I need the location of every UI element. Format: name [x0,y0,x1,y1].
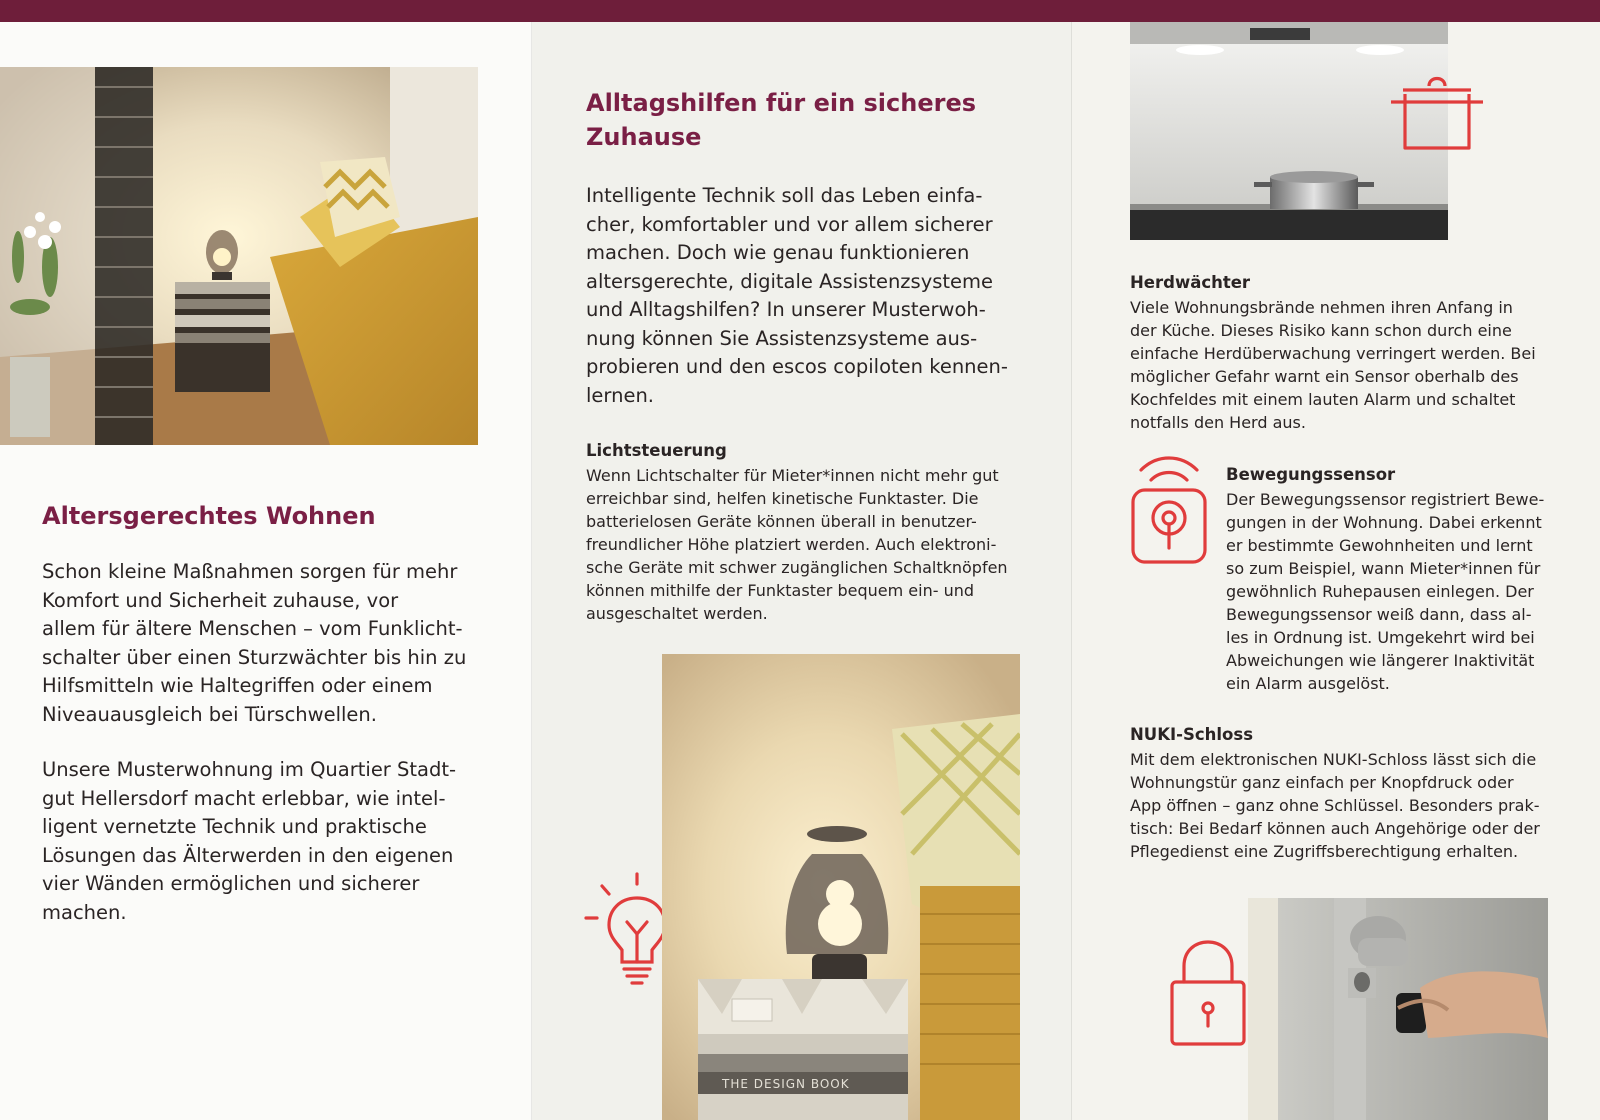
left-heading: Altersgerechtes Wohnen [42,502,376,530]
text-line: und Alltagshilfen? In unserer Musterwoh- [586,298,986,321]
text-line: Hilfsmitteln wie Haltegriffen oder einem [42,674,433,697]
door-lock-photo [1248,898,1548,1120]
text-line: Unsere Musterwohnung im Quartier Stadt- [42,758,457,781]
text-line: Abweichungen wie längerer Inaktivität [1226,651,1535,670]
text-line: Intelligente Technik soll das Leben einfa- [586,184,983,207]
bedroom-photo [0,67,478,445]
text-line: batterielosen Geräte können überall in benutzer- [586,512,977,531]
text-line: machen. [42,900,127,924]
text-line: App öffnen – ganz ohne Schlüssel. Besonders prak- [1130,796,1540,815]
text-line: schalter über einen Sturzwächter bis hin zu [42,645,467,669]
text-line: tisch: Bei Bedarf können auch Angehörige oder der [1130,819,1540,838]
text-line: so zum Beispiel, wann Mieter*innen für [1226,559,1541,578]
motion-sensor-icon [1127,452,1211,572]
text-line: ein Alarm ausgelöst. [1226,674,1390,693]
text-line: altersgerechte, digitale Assistenzsysteme [586,269,994,293]
herdwaechter-text [1130,296,1590,434]
text-line: ligent vernetzte Technik und praktische [42,815,427,838]
middle-heading [586,86,976,154]
text-line: einfache Herdüberwachung verringert werden. Bei [1130,344,1536,363]
text-line: möglicher Gefahr warnt ein Sensor oberhalb des [1130,367,1519,386]
text-line: gewöhnlich Ruhepausen einlegen. Der [1226,582,1534,601]
text-line: notfalls den Herd aus. [1130,413,1306,432]
text-line: cher, komfortabler und vor allem sicherer [586,212,993,236]
text-line: erreichbar sind, helfen kinetische Funktaster. Die [586,489,979,508]
text-line: lernen. [586,383,655,407]
nuki-text [1130,748,1595,863]
left-paragraph-2 [42,756,512,927]
text-line: ausgeschaltet werden. [586,604,768,623]
heading-line: Alltagshilfen für ein sicheres [586,89,977,117]
text-line: der Küche. Dieses Risiko kann schon durch eine [1130,321,1512,340]
text-line: können mithilfe der Funktaster bequem ein- und [586,581,975,600]
text-line: sche Geräte mit schwer zugänglichen Schaltknöpfen [586,558,1008,577]
lichtsteuerung-title: Lichtsteuerung [586,441,727,460]
panel-right [1072,22,1600,1120]
text-line: Lösungen das Älterwerden in den eigenen [42,843,454,867]
nuki-title: NUKI-Schloss [1130,725,1254,744]
text-line: Pflegedienst eine Zugriffsberechtigung erhalten. [1130,842,1519,861]
text-line: nung können Sie Assistenzsysteme aus- [586,326,978,350]
middle-intro [586,182,1066,410]
text-line: probieren und den escos copiloten kennen- [586,355,1008,378]
padlock-icon [1166,938,1250,1048]
text-line: freundlicher Höhe platziert werden. Auch elektroni- [586,535,997,554]
text-line: Schon kleine Maßnahmen sorgen für mehr [42,560,458,583]
text-line: vier Wänden ermöglichen und sicherer [42,872,420,895]
text-line: Wohnungstür ganz einfach per Knopfdruck oder [1130,773,1514,792]
panel-middle [532,22,1072,1120]
bewegungssensor-text [1226,488,1594,695]
text-line: Bewegungssensor weiß dann, dass al- [1226,605,1532,624]
left-paragraph-1 [42,558,512,729]
text-line: les in Ordnung ist. Umgekehrt wird bei [1226,628,1535,647]
bewegungssensor-title: Bewegungssensor [1226,465,1396,484]
text-line: gut Hellersdorf macht erlebbar, wie intel- [42,786,446,810]
book-spine-title: THE DESIGN BOOK [722,1077,850,1091]
text-line: Komfort und Sicherheit zuhause, vor [42,588,399,612]
text-line: Mit dem elektronischen NUKI-Schloss lässt sich die [1130,750,1537,769]
text-line: allem für ältere Menschen – vom Funklicht- [42,617,463,640]
lichtsteuerung-text [586,464,1066,625]
bedside-lamp-photo [662,654,1020,1120]
text-line: Viele Wohnungsbrände nehmen ihren Anfang in [1130,298,1513,317]
herdwaechter-title: Herdwächter [1130,273,1251,292]
text-line: Der Bewegungssensor registriert Bewe- [1226,490,1545,509]
text-line: gungen in der Wohnung. Dabei erkennt [1226,513,1542,532]
heading-line: Zuhause [586,123,702,151]
text-line: machen. Doch wie genau funktionieren [586,241,970,264]
panel-left [0,22,532,1120]
text-line: Kochfeldes mit einem lauten Alarm und schaltet [1130,390,1516,409]
top-accent-bar [0,0,1600,22]
cooking-pot-icon [1387,66,1487,156]
text-line: Wenn Lichtschalter für Mieter*innen nicht mehr gut [586,466,999,485]
text-line: Niveauausgleich bei Türschwellen. [42,702,377,726]
text-line: er bestimmte Gewohnheiten und lernt [1226,536,1533,555]
